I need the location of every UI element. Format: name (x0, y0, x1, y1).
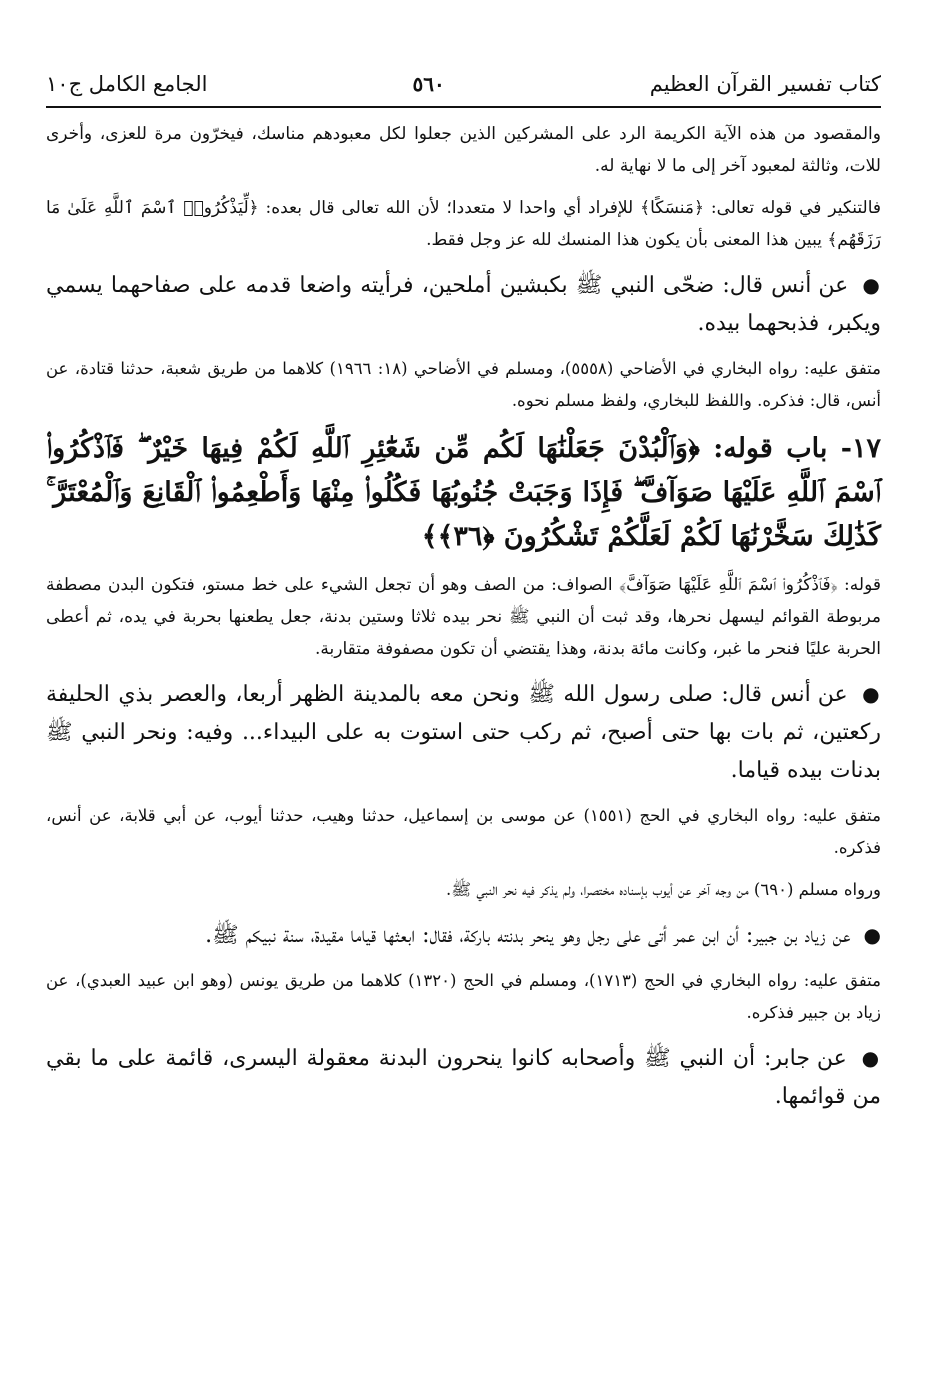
takhrij-paragraph: متفق عليه: رواه البخاري في الحج (١٥٥١) عن موسى بن إسماعيل، حدثنا وهيب، حدثنا أيوب، عن أبي قلابة، عن أنس، فذكره. (46, 806, 881, 857)
hadith-text: عن أنس قال: صلى رسول الله ﷺ ونحن معه بالمدينة الظهر أربعا، والعصر بذي الحليفة ركعتين، ثم بات بها حتى أصبح، ثم ركب حتى استوت به على البيداء... وفيه: ونحر النبي ﷺ بدنات بيده قياما. (46, 682, 881, 783)
commentary-paragraph: قوله: ﴿فَٱذْكُرُوا۟ ٱسْمَ ٱللَّهِ عَلَيْهَا صَوَآفَّ﴾ الصواف: من الصف وهو أن تجعل الشيء على خط مستو، فتكون البدن مصطفة مربوطة القوائم ليسهل نحرها، وقد ثبت أن النبي ﷺ نحر بيده ثلاثا وستين بدنة، جعل يطعنها بحربة في يده، ثم أعطى الحربة عليًا فنحر ما غبر، وكانت مائة بدنة، وهذا يقتضي أن تكون مصفوفة متقاربة. (46, 575, 881, 659)
volume-label: الجامع الكامل ج١٠ (46, 72, 208, 96)
page-header (46, 58, 881, 104)
hadith-paragraph (46, 266, 881, 343)
bullet-icon: ● (862, 682, 881, 706)
hadith-paragraph (46, 916, 881, 955)
document-page (46, 58, 881, 1126)
hadith-text: عن جابر: أن النبي ﷺ وأصحابه كانوا ينحرون البدنة معقولة اليسرى، قائمة على ما بقي من قوائمها. (46, 1046, 881, 1109)
commentary-paragraph: والمقصود من هذه الآية الكريمة الرد على المشركين الذين جعلوا لكل معبودهم مناسك، فيخرّون مرة للعزى، وأخرى للات، وثالثة لمعبود آخر إلى ما لا نهاية له. (46, 124, 881, 176)
hadith-text: عن أنس قال: ضحّى النبي ﷺ بكبشين أملحين، فرأيته واضعا قدمه على صفاحهما يسمي ويكبر، فذبحهما بيده. (46, 273, 881, 336)
bullet-icon: ● (862, 273, 881, 297)
page-number: ٥٦٠ (412, 72, 445, 96)
header-rule (46, 106, 881, 108)
book-title: كتاب تفسير القرآن العظيم (649, 72, 881, 96)
commentary-paragraph: فالتنكير في قوله تعالى: ﴿مَنسَكًا﴾ للإفراد أي واحدا لا متعددا؛ لأن الله تعالى قال بعده: ﴿لِّيَذْكُرُوا۟ ٱسْمَ ٱللَّهِ عَلَىٰ مَا رَزَقَهُم﴾ يبين هذا المعنى بأن يكون هذا المنسك لله عز وجل فقط. (46, 198, 881, 250)
takhrij-paragraph: ورواه مسلم (٦٩٠) من وجه آخر عن أيوب بإسناده مختصرا، ولم يذكر فيه نحر النبي ﷺ. (445, 880, 881, 899)
hadith-text: عن زياد بن جبير: أن ابن عمر أتى على رجل وهو ينحر بدنته باركة، فقال: ابعثها قياما مقيدة، سنة نبيكم ﷺ. (205, 923, 851, 948)
takhrij-paragraph: متفق عليه: رواه البخاري في الأضاحي (٥٥٥٨)، ومسلم في الأضاحي (١٨: ١٩٦٦) كلاهما من طريق شعبة، حدثنا قتادة، عن أنس، قال: فذكره. واللفظ للبخاري، ولفظ مسلم نحوه. (46, 359, 882, 410)
chapter-heading: ١٧- باب قوله: ﴿وَٱلْبُدْنَ جَعَلْنَٰهَا لَكُم مِّن شَعَٰٓئِرِ ٱللَّهِ لَكُمْ فِيهَا خَيْرٌ ۖ فَٱذْكُرُوا۟ ٱسْمَ ٱللَّهِ عَلَيْهَا صَوَآفَّ ۖ فَإِذَا وَجَبَتْ جُنُوبُهَا فَكُلُوا۟ مِنْهَا وَأَطْعِمُوا۟ ٱلْقَانِعَ وَٱلْمُعْتَرَّ ۚ كَذَٰلِكَ سَخَّرْنَٰهَا لَكُمْ لَعَلَّكُمْ تَشْكُرُونَ ﴿٣٦﴾﴾ (46, 433, 881, 552)
bullet-icon: ● (861, 1046, 881, 1070)
hadith-paragraph (46, 1039, 881, 1116)
bullet-icon: ● (863, 923, 881, 947)
hadith-paragraph (46, 675, 881, 790)
takhrij-paragraph: متفق عليه: رواه البخاري في الحج (١٧١٣)، ومسلم في الحج (١٣٢٠) كلاهما من طريق يونس (وهو ابن عبيد العبدي)، عن زياد بن جبير فذكره. (46, 971, 882, 1022)
